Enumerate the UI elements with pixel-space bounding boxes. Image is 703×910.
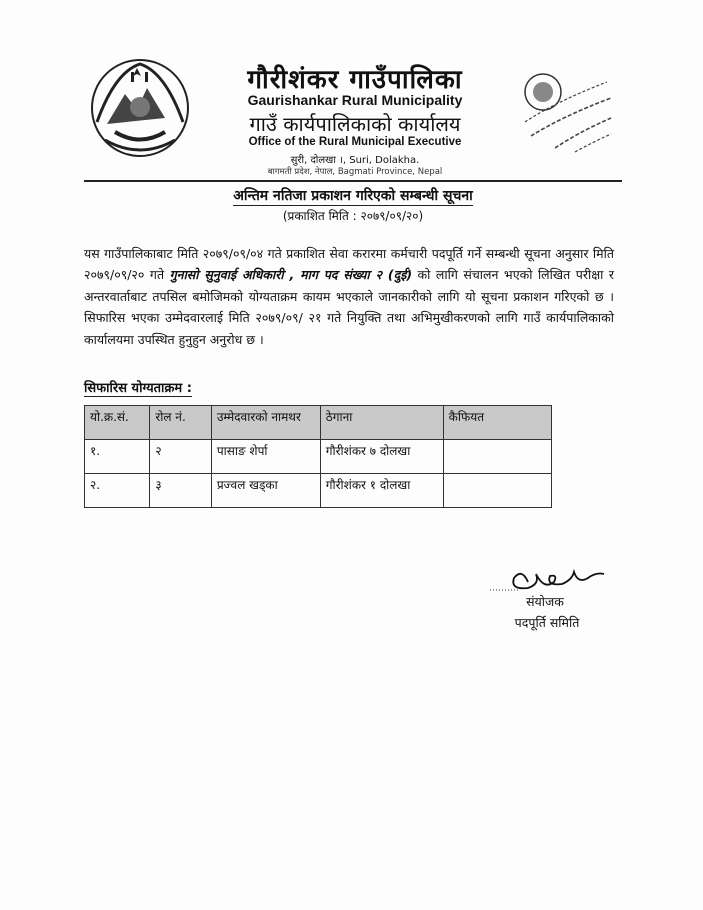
table-row (85, 440, 552, 474)
address-line-2: बागमती प्रदेश, नेपाल, Bagmati Province, Nepal (267, 167, 443, 177)
col-serial-header: यो.क्र.सं. (85, 406, 150, 440)
cell-roll: २ (150, 440, 212, 474)
signatory-role: संयोजक (526, 594, 564, 609)
col-roll-header: रोल नं. (150, 406, 212, 440)
cell-serial: १. (85, 440, 150, 474)
office-title-np: गाउँ कार्यपालिकाको कार्यालय (249, 112, 461, 136)
cell-serial: २. (85, 474, 150, 508)
signatory-committee: पदपूर्ति समिति (514, 615, 580, 630)
cell-name: प्रज्वल खड्का (211, 474, 320, 508)
office-title-en: Office of the Rural Municipal Executive (248, 136, 462, 148)
nepal-emblem-logo (85, 52, 195, 162)
cell-address: गौरीशंकर ७ दोलखा (320, 440, 443, 474)
cell-remarks (443, 474, 551, 508)
header-divider (84, 180, 622, 182)
address-line-1: सुरी, दोलखा ।, Suri, Dolakha. (290, 155, 420, 166)
cell-roll: ३ (150, 474, 212, 508)
municipality-title-en: Gaurishankar Rural Municipality (247, 92, 463, 108)
table-header-row (85, 406, 552, 440)
notice-body: यस गाउँपालिकाबाट मिति २०७९/०९/०४ गते प्रकाशित सेवा करारमा कर्मचारी पदपूर्ति गर्ने सम्बन्धी सूचना अनुसार मिति २०७९/०९/२० गते गुनासो सुनुवाई अधिकारी , माग पद संख्या २ (दुई) को लागि संचालन भएको लिखित परीक्षा र अन्तरवार्ताबाट तपसिल बमोजिमको योग्यताक्रम कायम भएकाले जानकारीको लागि यो सूचना प्रकाशन गरिएको छ । सिफारिस भएका उम्मेदवारलाई मिति २०७९/०९/ २१ गते नियुक्ति तथा अभिमुखीकरणको लागि गाउँ कार्यपालिकाको कार्यालयमा उपस्थित हुनुहुन अनुरोध छ । (84, 246, 615, 347)
cell-remarks (443, 440, 551, 474)
municipality-title-np: गौरीशंकर गाउँपालिका (247, 65, 463, 95)
col-remarks-header: कैफियत (443, 406, 551, 440)
col-address-header: ठेगाना (320, 406, 443, 440)
results-table (84, 405, 552, 508)
col-name-header: उम्मेदवारको नामथर (211, 406, 320, 440)
post-name-highlight: गुनासो सुनुवाई अधिकारी , माग पद संख्या २ (दुई) (169, 267, 413, 283)
table-row (85, 474, 552, 508)
office-seal-stamp (515, 62, 615, 154)
cell-name: पासाङ शेर्पा (211, 440, 320, 474)
cell-address: गौरीशंकर १ दोलखा (320, 474, 443, 508)
published-date: (प्रकाशित मिति : २०७९/०९/२०) (282, 209, 424, 223)
recommendation-heading: सिफारिस योग्यताक्रम : (84, 381, 192, 396)
notice-title: अन्तिम नतिजा प्रकाशन गरिएको सम्बन्धी सूचना (233, 188, 473, 204)
